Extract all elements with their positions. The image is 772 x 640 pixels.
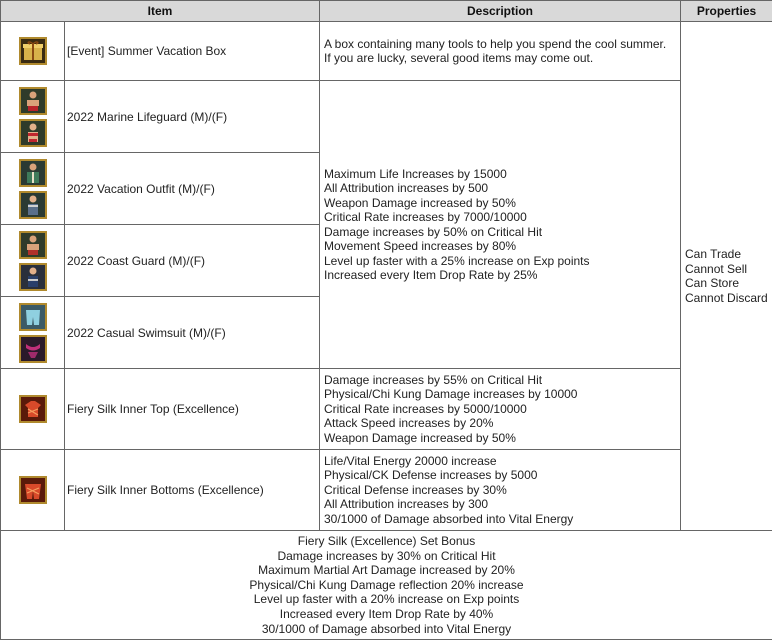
item-icon-cell <box>1 450 65 531</box>
item-icon-cell <box>1 297 65 369</box>
table-row <box>1 369 772 450</box>
item-stat: Critical Rate increases by 5000/10000 <box>324 402 676 417</box>
item-name: 2022 Vacation Outfit (M)/(F) <box>65 153 320 225</box>
outfit-stat: Damage increases by 50% on Critical Hit <box>324 225 676 240</box>
header-row <box>1 1 772 22</box>
item-stat: Physical/CK Defense increases by 5000 <box>324 468 676 483</box>
outfit-stat: Maximum Life Increases by 15000 <box>324 167 676 182</box>
female-outfit-icon <box>19 191 47 219</box>
set-bonus-stat: 30/1000 of Damage absorbed into Vital Energy <box>1 622 772 637</box>
male-outfit-icon <box>19 87 47 115</box>
item-stat: Attack Speed increases by 20% <box>324 416 676 431</box>
outfit-stat: Level up faster with a 25% increase on Exp points <box>324 254 676 269</box>
item-description: A box containing many tools to help you spend the cool summer. If you are lucky, several good items may come out. <box>320 22 681 81</box>
male-outfit-icon <box>19 231 47 259</box>
set-bonus-stat: Increased every Item Drop Rate by 40% <box>1 607 772 622</box>
item-icon-cell <box>1 81 65 153</box>
set-bonus-stat: Physical/Chi Kung Damage reflection 20% increase <box>1 578 772 593</box>
item-description <box>320 450 681 531</box>
item-stat: Weapon Damage increased by 50% <box>324 431 676 446</box>
properties-cell <box>681 22 772 531</box>
property-trade: Can Trade <box>685 247 768 262</box>
item-name: 2022 Coast Guard (M)/(F) <box>65 225 320 297</box>
table-row <box>1 81 772 153</box>
swimsuit-icon <box>19 335 47 363</box>
outfit-stat: Weapon Damage increased by 50% <box>324 196 676 211</box>
item-name: [Event] Summer Vacation Box <box>65 22 320 81</box>
set-bonus-title: Fiery Silk (Excellence) Set Bonus <box>1 534 772 549</box>
item-icon-cell <box>1 225 65 297</box>
item-stat: 30/1000 of Damage absorbed into Vital Energy <box>324 512 676 527</box>
item-description <box>320 369 681 450</box>
gift-box-icon <box>19 37 47 65</box>
male-outfit-icon <box>19 159 47 187</box>
item-name: 2022 Casual Swimsuit (M)/(F) <box>65 297 320 369</box>
item-name: 2022 Marine Lifeguard (M)/(F) <box>65 81 320 153</box>
item-stat: Physical/Chi Kung Damage increases by 10000 <box>324 387 676 402</box>
item-stat: Critical Defense increases by 30% <box>324 483 676 498</box>
table-row <box>1 450 772 531</box>
item-icon-cell <box>1 369 65 450</box>
table-row <box>1 22 772 81</box>
silk-garment-icon <box>19 476 47 504</box>
outfit-stat: Movement Speed increases by 80% <box>324 239 676 254</box>
outfit-stat: Increased every Item Drop Rate by 25% <box>324 268 676 283</box>
outfit-stat: Critical Rate increases by 7000/10000 <box>324 210 676 225</box>
item-name: Fiery Silk Inner Top (Excellence) <box>65 369 320 450</box>
header-item: Item <box>1 1 320 22</box>
item-icon-cell <box>1 153 65 225</box>
set-bonus-stat: Maximum Martial Art Damage increased by 20% <box>1 563 772 578</box>
header-properties: Properties <box>681 1 772 22</box>
shorts-icon <box>19 303 47 331</box>
item-stat: All Attribution increases by 300 <box>324 497 676 512</box>
female-outfit-icon <box>19 263 47 291</box>
item-stat: Life/Vital Energy 20000 increase <box>324 454 676 469</box>
item-icon-cell <box>1 22 65 81</box>
property-sell: Cannot Sell <box>685 262 768 277</box>
property-store: Can Store <box>685 276 768 291</box>
item-stat: Damage increases by 55% on Critical Hit <box>324 373 676 388</box>
silk-garment-icon <box>19 395 47 423</box>
property-discard: Cannot Discard <box>685 291 768 306</box>
female-outfit-icon <box>19 119 47 147</box>
set-bonus-row <box>1 531 772 640</box>
set-bonus-cell <box>1 531 772 640</box>
set-bonus-stat: Damage increases by 30% on Critical Hit <box>1 549 772 564</box>
set-bonus-stat: Level up faster with a 20% increase on Exp points <box>1 592 772 607</box>
item-name: Fiery Silk Inner Bottoms (Excellence) <box>65 450 320 531</box>
outfit-stat: All Attribution increases by 500 <box>324 181 676 196</box>
header-description: Description <box>320 1 681 22</box>
outfit-description-cell <box>320 81 681 369</box>
